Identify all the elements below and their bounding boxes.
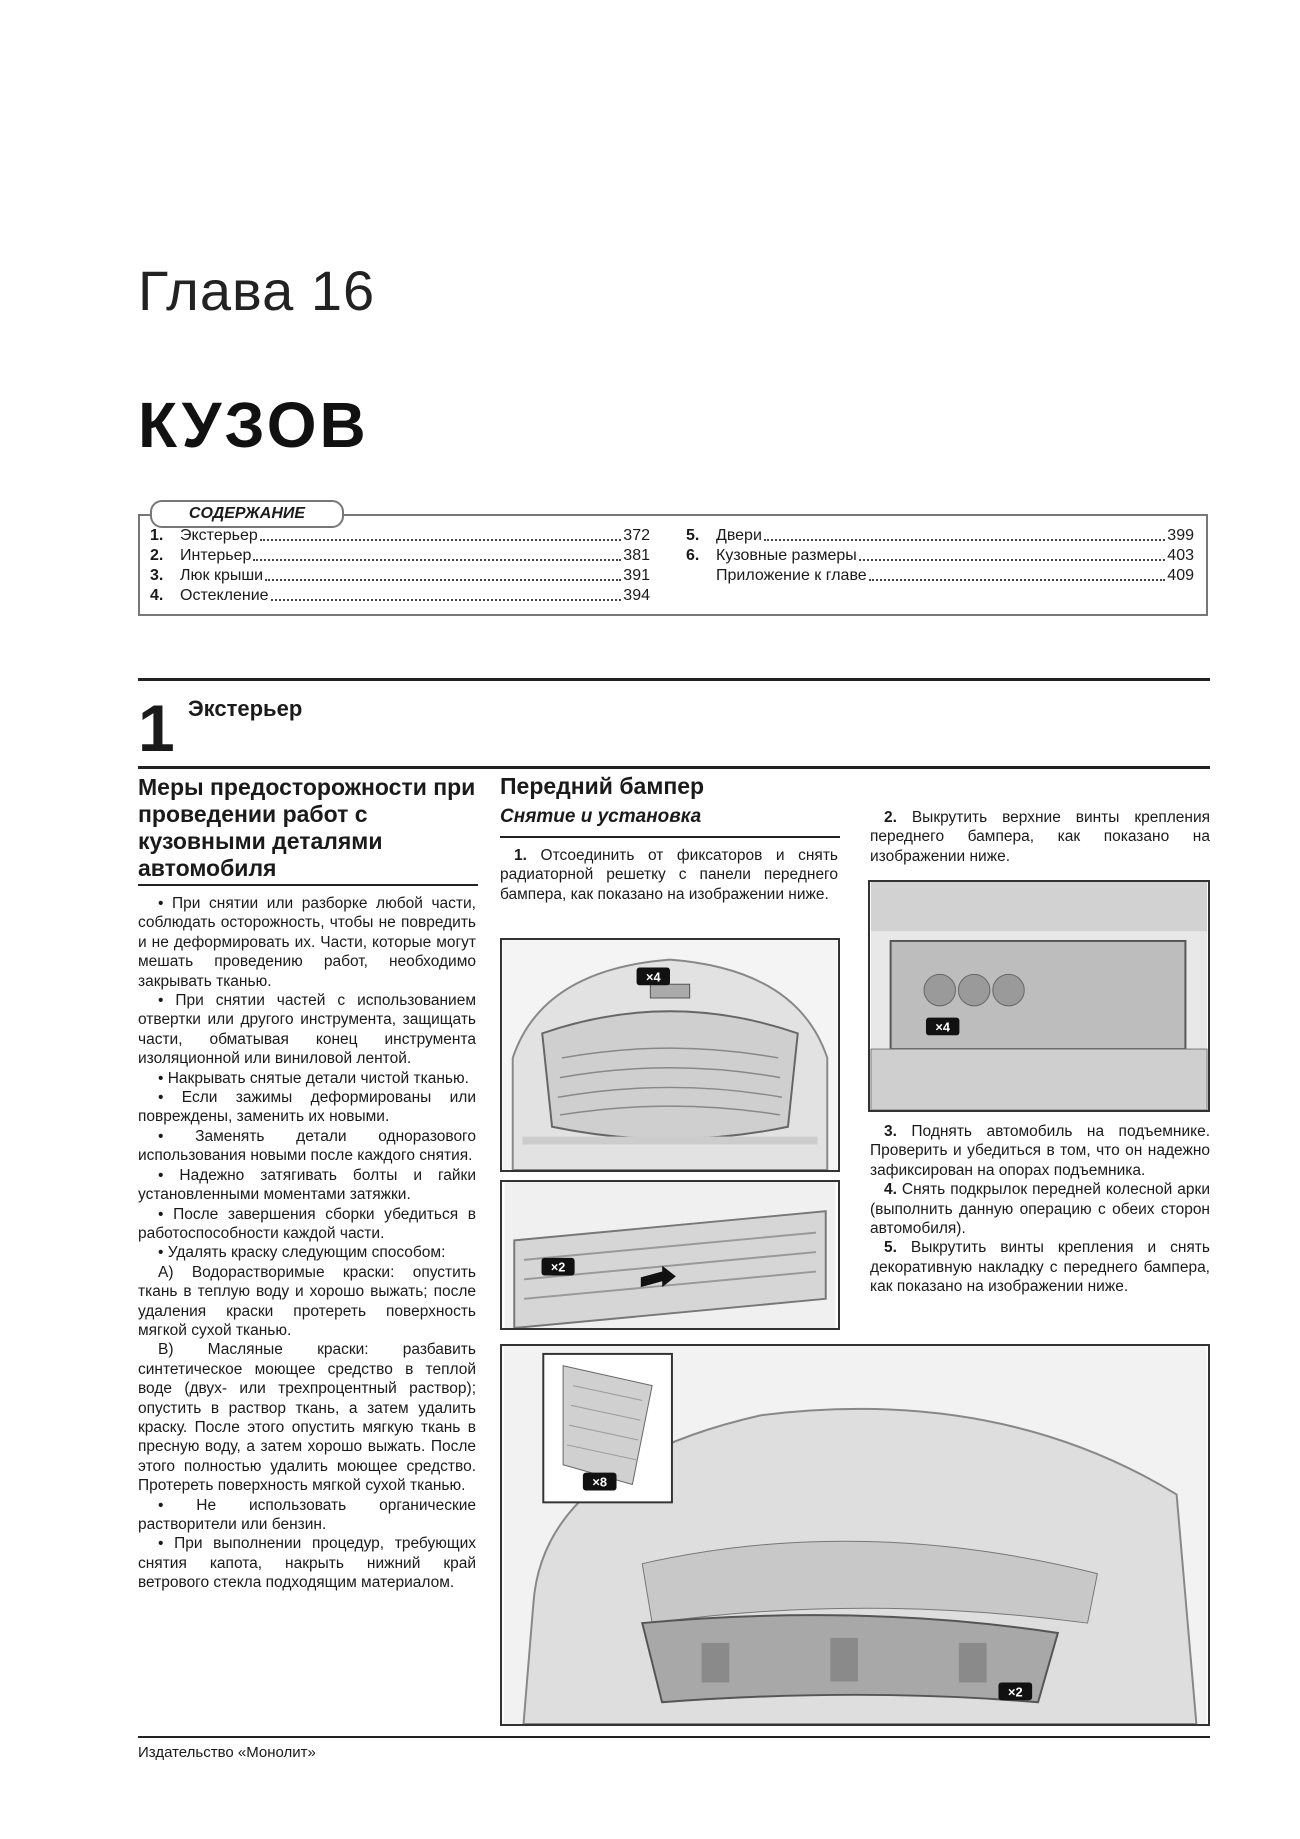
figure-bumper-trim [500,1344,1210,1726]
step-1 [500,846,838,904]
toc-entry-page: 394 [623,587,650,604]
footer-rule [138,1736,1210,1738]
callout-x8: ×8 [592,1474,608,1490]
toc-left-column [150,526,650,606]
step-2-text: Выкрутить верхние винты крепления переднего бампера, как показано на изображении ниже. [870,809,1211,865]
precaution-paragraph: • Не использовать органические растворители или бензин. [138,1496,476,1533]
toc-entry-number: 6. [686,547,700,564]
toc-entry-title: Остекление [180,587,269,604]
toc-entry [686,546,1194,566]
bumper-underline [500,836,840,838]
toc-entry-title: Экстерьер [180,527,258,544]
toc-entry-number: 1. [150,527,164,544]
callout-x2: ×2 [1007,1684,1023,1700]
callout-x2: ×2 [550,1260,566,1275]
step-2-num: 2. [884,809,897,826]
precaution-paragraph: • Накрывать снятые детали чистой тканью. [158,1069,469,1087]
step-5-num: 5. [884,1239,897,1257]
precaution-paragraph: • Надежно затягивать болты и гайки установленными моментами затяжки. [138,1166,476,1204]
toc-entry-number: 4. [150,587,164,604]
precaution-paragraph: • При снятии или разборке любой части, соблюдать осторожность, чтобы не повредить и не деформировать их. Части, которые могут мешать проведению работ, необходимо закрывать тканью. [138,895,476,990]
toc-entry-title: Люк крыши [180,567,264,584]
toc-entry-number: 5. [686,527,700,544]
precaution-paragraph: А) Водорастворимые краски: опустить ткань в теплую воду и хорошо выжать; после удаления краски протереть поверхность мягкой сухой тканью. [138,1263,476,1339]
toc-heading: СОДЕРЖАНИЕ [150,500,344,528]
toc-entry [150,566,650,586]
chapter-title: КУЗОВ [138,389,369,461]
callout-x4: ×4 [646,969,661,985]
precautions-body [138,894,476,1593]
grille-clips-illustration [502,1182,838,1328]
toc-entry-number: 3. [150,567,164,584]
grille-top-illustration [502,940,838,1170]
chapter-label: Глава 16 [138,259,376,322]
toc-entry [150,546,650,566]
toc-entry [686,526,1194,546]
toc-entry-page: 409 [1167,567,1194,584]
figure-grille-clips [500,1180,840,1330]
toc-leader-dots [253,546,621,561]
section-top-rule [138,678,1210,681]
toc-leader-dots [265,566,621,581]
toc-entry-title: Интерьер [180,547,252,564]
precaution-paragraph: • Если зажимы деформированы или повреждены, заменить их новыми. [138,1089,476,1126]
toc-entry-page: 399 [1167,527,1194,544]
toc-entry-title: Приложение к главе [716,567,867,584]
toc-entry-number [686,566,716,586]
step-3-num: 3. [884,1123,897,1140]
callout-x4: ×4 [935,1019,950,1035]
step-4-text: Снять подкрылок передней колесной арки (выполнить данную операцию с обеих сторон автомобиля). [870,1181,1210,1238]
toc-leader-dots [271,586,622,601]
toc-entry-number: 2. [150,547,164,564]
precaution-paragraph: • При снятии частей с использованием отвертки или другого инструмента, защищать части, обматывая конец инструмента изоляционной или виниловой лентой. [138,992,476,1068]
figure-grille-top [500,938,840,1172]
toc-right-column [686,526,1194,586]
toc-entry-title: Кузовные размеры [716,547,857,564]
toc-leader-dots [764,526,1165,541]
precaution-paragraph: В) Масляные краски: разбавить синтетическое моющее средство в теплой воде (двух- или трехпроцентный раствор); опустить в раствор ткань, а затем удалить краску. После этого опустить мягкую ткань в пресную воду, а затем хорошо выжать. После этого полностью удалить моющее средство. Протереть поверхность мягкой сухой тканью. [138,1341,476,1495]
precaution-paragraph: • Заменять детали одноразового использования новыми после каждого снятия. [138,1127,476,1165]
step-4-num: 4. [884,1181,897,1199]
toc-entry-page: 403 [1167,547,1194,564]
bumper-subheading: Снятие и установка [500,806,702,827]
step-1-text: Отсоединить от фиксаторов и снять радиаторной решетку с панели переднего бампера, как показано на изображении ниже. [500,847,838,903]
toc-entry-title: Двери [716,527,762,544]
section-number: 1 [138,691,175,765]
toc-leader-dots [869,566,1166,581]
precaution-paragraph: • При выполнении процедур, требующих снятия капота, накрыть нижний край ветрового стекла подходящим материалом. [138,1535,476,1592]
toc-leader-dots [260,526,622,541]
precautions-underline [138,884,478,886]
figure-upper-screws [868,880,1210,1112]
toc-entry-page: 391 [623,567,650,584]
section-bottom-rule [138,766,1210,769]
steps-3-5 [870,1122,1210,1297]
toc-entry [686,566,1194,586]
toc-entry [150,526,650,546]
toc-leader-dots [859,546,1165,561]
precaution-paragraph: • Удалять краску следующим способом: [158,1244,446,1262]
bumper-trim-illustration [502,1346,1208,1724]
precautions-heading: Меры предосторожности при проведении работ с кузовными деталями автомобиля [138,774,476,881]
precaution-paragraph: • После завершения сборки убедиться в работоспособности каждой части. [138,1205,476,1242]
step-5-text: Выкрутить винты крепления и снять декоративную накладку с переднего бампера, как показано на изображении ниже. [870,1239,1210,1296]
section-title: Экстерьер [188,696,303,721]
footer-publisher: Издательство «Монолит» [138,1744,316,1761]
toc-entry-page: 381 [623,547,650,564]
upper-screws-illustration [870,882,1208,1110]
bumper-heading: Передний бампер [500,773,705,799]
step-3-text: Поднять автомобиль на подъемнике. Проверить и убедиться в том, что он надежно зафиксирован на опорах подъемника. [870,1123,1210,1179]
toc-entry [150,586,650,606]
step-1-num: 1. [514,847,527,864]
toc-entry-page: 372 [623,527,650,544]
step-2 [870,808,1210,866]
